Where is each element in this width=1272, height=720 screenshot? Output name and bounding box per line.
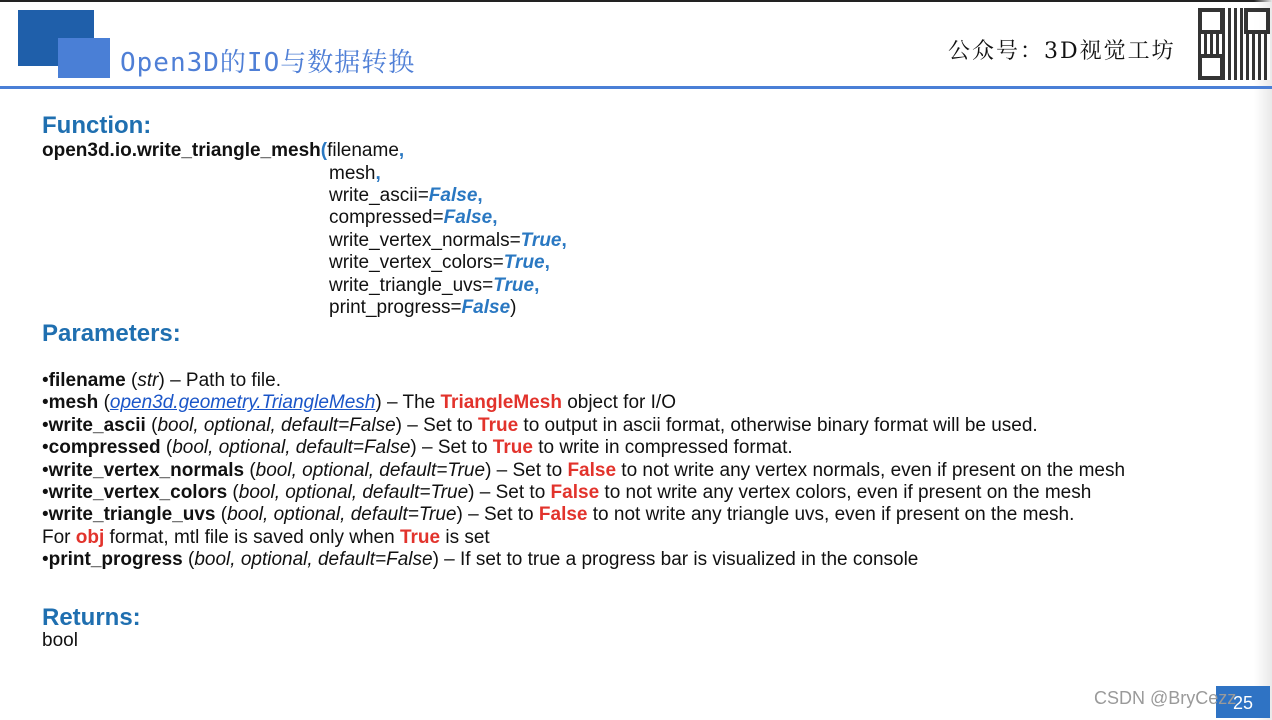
param-type: bool, optional, default=True: [227, 504, 457, 526]
param-description: object for I/O: [561, 392, 676, 414]
type-link[interactable]: open3d.geometry.TriangleMesh: [109, 392, 376, 414]
signature-param-line: [329, 230, 567, 252]
param-name: compressed: [48, 437, 161, 459]
param-text: is set: [440, 526, 490, 548]
bullet: •: [42, 437, 49, 459]
param-name: write_vertex_colors: [48, 481, 228, 503]
param-text: (: [182, 549, 195, 571]
param-text: format, mtl file is saved only when: [104, 526, 400, 548]
param-type: bool, optional, default=False: [194, 549, 433, 571]
param-description: to not write any vertex normals, even if present on the mesh: [616, 459, 1126, 481]
param-name: write_vertex_colors=: [329, 252, 504, 273]
param-name: compressed=: [329, 207, 444, 228]
param-sep: ,: [398, 140, 405, 161]
param-text: ) – Set to: [485, 459, 568, 481]
list-item: [42, 504, 1125, 526]
param-text: For: [42, 526, 76, 548]
list-item: [42, 549, 1125, 571]
list-item: [42, 460, 1125, 482]
param-sep: ,: [477, 185, 483, 206]
parameters-heading: Parameters:: [42, 320, 181, 347]
param-description: ) – Path to file.: [158, 370, 281, 391]
param-text: (: [215, 504, 228, 526]
bullet: •: [42, 414, 49, 436]
highlight-text: True: [478, 414, 519, 436]
param-name: write_vertex_normals: [48, 459, 245, 481]
list-item: [42, 415, 1125, 437]
param-sep: ,: [534, 275, 540, 296]
returns-value: bool: [42, 630, 78, 651]
param-text: ) – Set to: [395, 414, 479, 436]
param-text: (: [227, 481, 239, 503]
function-signature-line: [42, 140, 404, 162]
param-type: bool, optional, default=True: [255, 459, 486, 481]
param-name: write_triangle_uvs: [48, 504, 216, 526]
slide-title: Open3D的IO与数据转换: [120, 48, 416, 78]
param-description: to not write any vertex colors, even if present on the mesh: [599, 481, 1092, 503]
bullet: •: [42, 370, 49, 391]
param-sep: ,: [492, 207, 498, 228]
list-item: [42, 370, 1125, 392]
param-name: write_ascii: [48, 414, 146, 436]
param-description: to output in ascii format, otherwise binary format will be used.: [518, 414, 1038, 436]
header-divider: [0, 86, 1272, 89]
signature-param-line: [329, 252, 550, 274]
right-edge-shade: [1254, 0, 1272, 720]
list-item: [42, 437, 1125, 459]
param-type: bool, optional, default=True: [238, 481, 469, 503]
param-type: str: [137, 370, 159, 391]
logo-square-light: [58, 38, 110, 78]
param-description: to write in compressed format.: [532, 437, 793, 459]
list-item: [42, 482, 1125, 504]
signature-param-line: [329, 207, 497, 229]
param-type: bool, optional, default=False: [157, 414, 396, 436]
highlight-text: True: [399, 526, 441, 548]
param-description: to not write any triangle uvs, even if present on the mesh.: [587, 504, 1075, 526]
param-name: filename: [48, 370, 126, 391]
signature-param-line: [329, 185, 483, 207]
bullet: •: [42, 392, 49, 414]
highlight-text: obj: [75, 526, 105, 548]
param-name: mesh: [329, 163, 376, 184]
qr-code-icon: [1198, 8, 1270, 80]
param-text: (: [125, 370, 138, 391]
highlight-text: False: [550, 481, 600, 503]
param-default: False: [461, 297, 511, 318]
bullet: •: [42, 481, 49, 503]
signature-param-line: [329, 163, 381, 185]
parameters-list: [42, 370, 1125, 572]
param-type: bool, optional, default=False: [172, 437, 411, 459]
param-default: True: [493, 275, 535, 296]
param-text: (: [98, 392, 110, 414]
param-name: write_vertex_normals=: [329, 230, 521, 251]
signature-param-line: [329, 275, 539, 297]
returns-heading: Returns:: [42, 604, 141, 631]
page-number: 25: [1216, 686, 1270, 718]
param-text: (: [244, 459, 256, 481]
highlight-text: False: [538, 504, 588, 526]
param-sep: ,: [544, 252, 550, 273]
bullet: •: [42, 549, 49, 571]
param-default: True: [503, 252, 545, 273]
param-text: (: [160, 437, 173, 459]
bullet: •: [42, 459, 49, 481]
param-text: ) – Set to: [468, 481, 551, 503]
param-default: False: [443, 207, 493, 228]
param-sep: ,: [375, 163, 381, 184]
param-filename: filename: [327, 140, 399, 161]
param-text: ) – Set to: [410, 437, 493, 459]
function-name: open3d.io.write_triangle_mesh: [42, 140, 321, 161]
highlight-text: False: [567, 459, 617, 481]
param-name: print_progress=: [329, 297, 462, 318]
account-label: 公众号：3D视觉工坊: [948, 39, 1176, 64]
param-default: True: [520, 230, 562, 251]
param-description: ) – If set to true a progress bar is visualized in the console: [432, 549, 919, 571]
list-item: [42, 527, 1125, 549]
param-name: mesh: [48, 392, 99, 414]
param-text: ) – Set to: [456, 504, 539, 526]
param-text: (: [145, 414, 158, 436]
list-item: [42, 392, 1125, 414]
top-border-line: [0, 0, 1272, 2]
param-name: print_progress: [48, 549, 183, 571]
param-default: False: [428, 185, 478, 206]
highlight-text: TriangleMesh: [440, 392, 562, 414]
param-name: write_ascii=: [329, 185, 429, 206]
param-sep: ,: [561, 230, 567, 251]
highlight-text: True: [492, 437, 533, 459]
param-text: ) – The: [375, 392, 441, 414]
open-paren: (: [320, 140, 328, 161]
function-heading: Function:: [42, 112, 152, 139]
signature-param-line: [329, 297, 516, 319]
watermark: CSDN @BryCezz: [1094, 688, 1237, 708]
bullet: •: [42, 504, 49, 526]
close-paren: ): [510, 297, 517, 318]
param-name: write_triangle_uvs=: [329, 275, 494, 296]
